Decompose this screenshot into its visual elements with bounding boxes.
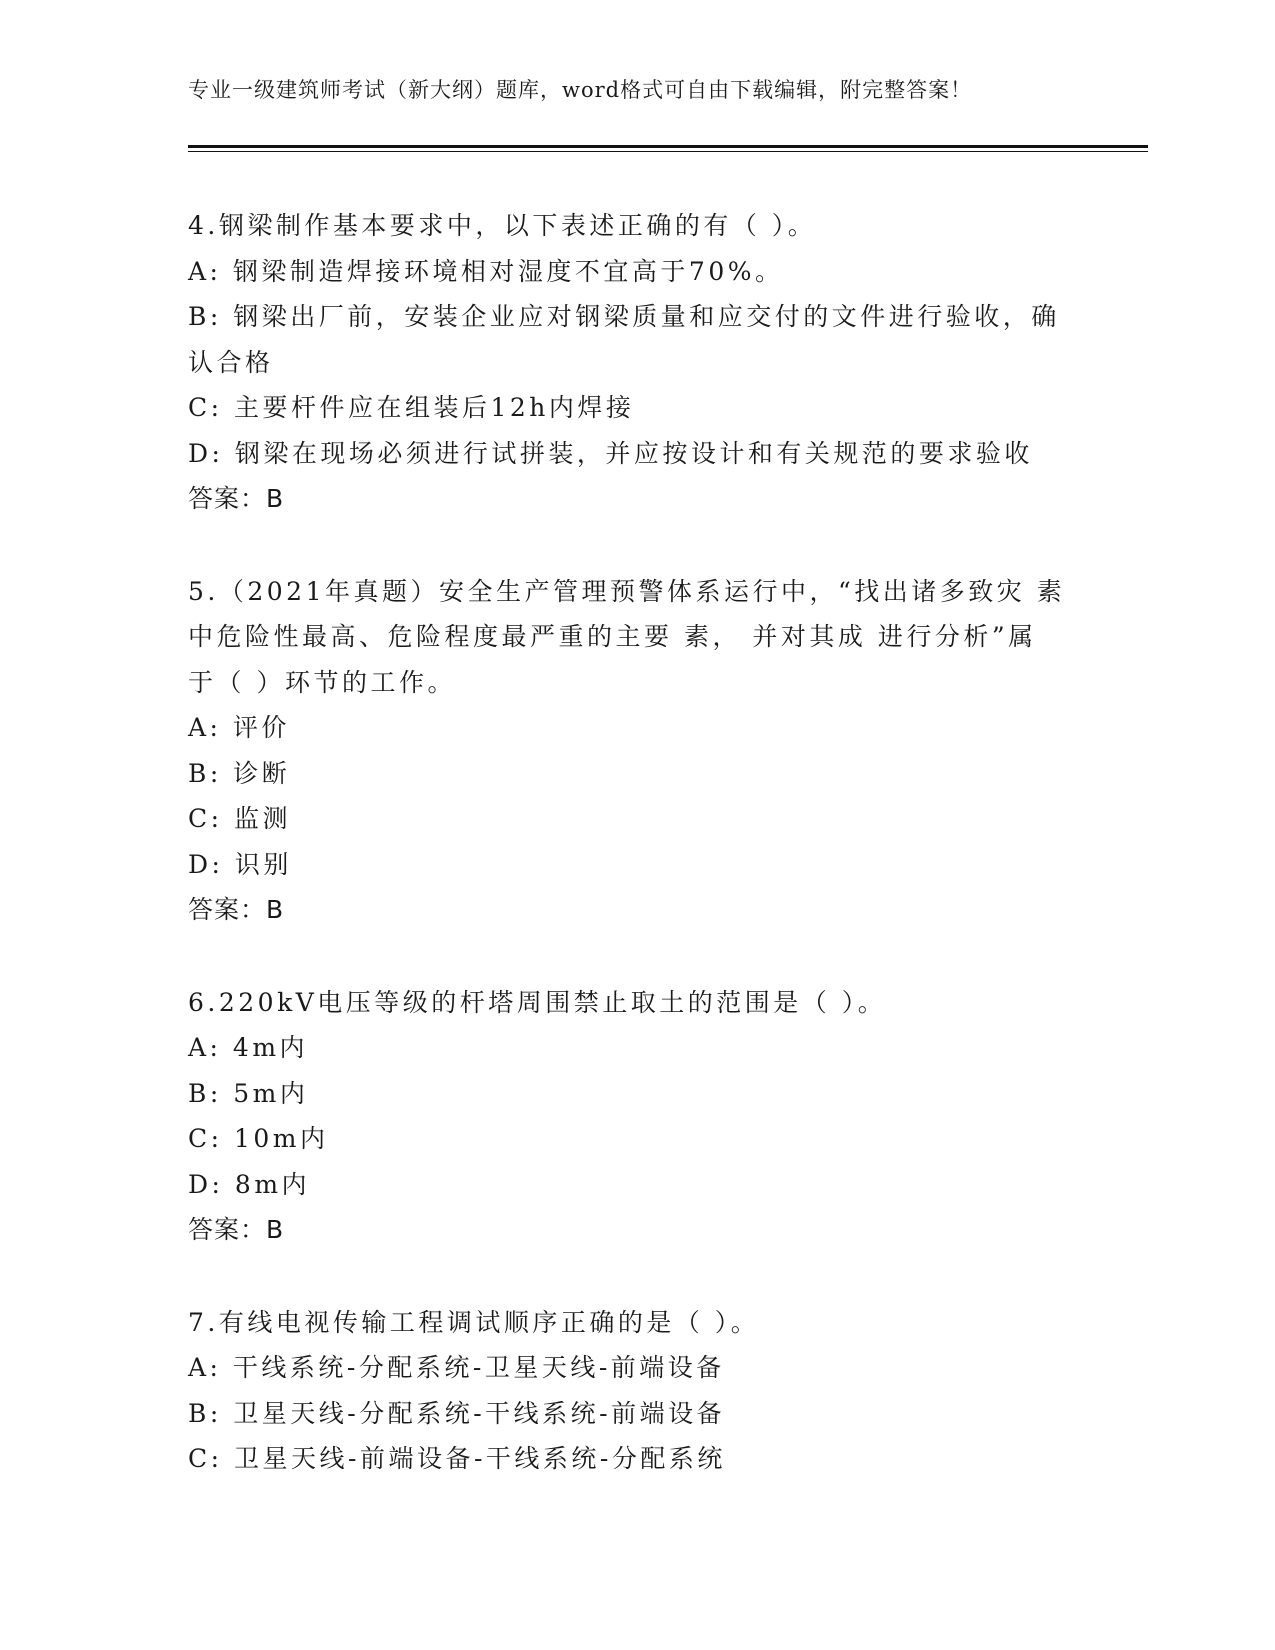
option-a: A: 4m内 xyxy=(188,1033,309,1062)
option-a: A: 干线系统-分配系统-卫星天线-前端设备 xyxy=(188,1353,725,1382)
option-b: B: 5m内 xyxy=(188,1078,309,1108)
page-header: 专业一级建筑师考试（新大纲）题库，word格式可自由下载编辑，附完整答案！ xyxy=(188,78,973,102)
question-stem: 4.钢梁制作基本要求中，以下表述正确的有（ ）。 xyxy=(188,211,817,240)
question-7 xyxy=(188,1300,1088,1482)
option-b: B: 卫星天线-分配系统-干线系统-前端设备 xyxy=(188,1398,726,1428)
option-d: D: 8m内 xyxy=(188,1169,311,1199)
option-b: B: 诊断 xyxy=(188,758,291,788)
answer-label: 答案：B xyxy=(188,484,285,513)
option-a: A: 评价 xyxy=(188,713,290,742)
option-b-continued: 认合格 xyxy=(188,347,274,377)
question-5 xyxy=(188,569,1088,933)
question-list xyxy=(188,203,1088,1529)
option-b: B: 钢梁出厂前，安装企业应对钢梁质量和应交付的文件进行验收，确 xyxy=(188,302,1060,331)
option-c: C: 监测 xyxy=(188,804,291,833)
answer-label: 答案：B xyxy=(188,1215,285,1244)
option-c: C: 主要杆件应在组装后12h内焊接 xyxy=(188,393,635,422)
question-stem: 7.有线电视传输工程调试顺序正确的是（ ）。 xyxy=(188,1307,760,1337)
question-stem: 6.220kV电压等级的杆塔周围禁止取土的范围是（ ）。 xyxy=(188,987,887,1017)
question-stem-line-2: 中危险性最高、危险程度最严重的主要 素， 并对其成 进行分析”属 xyxy=(188,622,1037,651)
question-stem: 5.（2021年真题）安全生产管理预警体系运行中，“找出诸多致灾 素 xyxy=(188,576,1066,606)
option-d: D: 钢梁在现场必须进行试拼装，并应按设计和有关规范的要求验收 xyxy=(188,438,1033,468)
option-a: A: 钢梁制造焊接环境相对湿度不宜高于70%。 xyxy=(188,256,784,286)
option-d: D: 识别 xyxy=(188,849,292,879)
question-6 xyxy=(188,980,1088,1253)
header-rule-thick xyxy=(188,145,1148,148)
question-4 xyxy=(188,203,1088,522)
option-c: C: 10m内 xyxy=(188,1124,329,1153)
question-stem-line-3: 于（ ）环节的工作。 xyxy=(188,667,456,697)
header-rule-thin xyxy=(188,151,1148,152)
option-c: C: 卫星天线-前端设备-干线系统-分配系统 xyxy=(188,1444,726,1473)
answer-label: 答案：B xyxy=(188,895,285,924)
